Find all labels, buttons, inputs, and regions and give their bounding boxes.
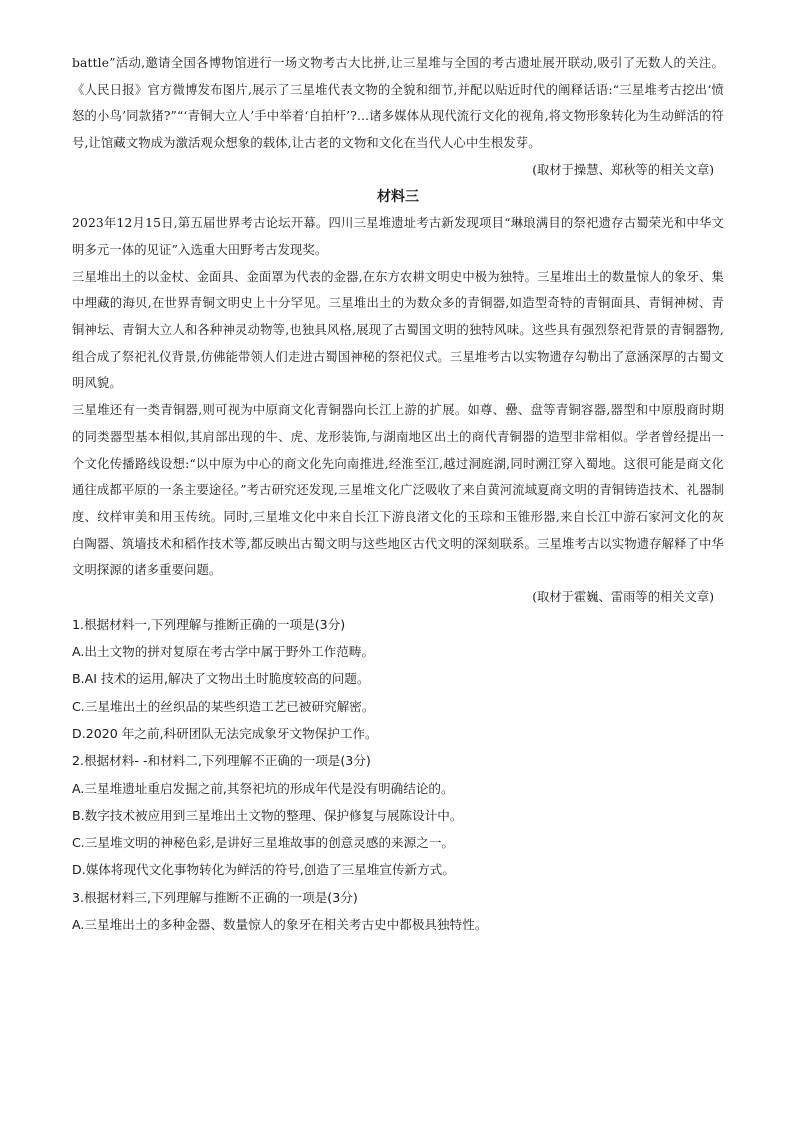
material3-paragraph-3: 三星堆还有一类青铜器,则可视为中原商文化青铜器向长江上游的扩展。如尊、罍、盘等青铜容器,器型和中原殷商时期的同类器型基本相似,其肩部出现的牛、虎、龙形装饰,与湖南地区出土的商代青铜器的造型非常相似。学者曾经提出一个文化传播路线设想:“以中原为中心的商文化先向南推进,经淮至江,越过洞庭湖,同时溯江穿入蜀地。这很可能是商文化通往成都平原的一条主要途径。”考古研究还发现,三星堆文化广泛吸收了来自黄河流域夏商文明的青铜铸造技术、礼器制度、纹样审美和用玉传统。同时,三星堆文化中来自长江下游良渚文化的玉琮和玉锥形器,来自长江中游石家河文化的灰白陶器、筑墙技术和稻作技术等,都反映出古蜀文明与这些地区古代文明的深刻联系。三星堆考古以实物遗存解释了中华文明探源的诸多重要问题。	[72, 403, 724, 578]
question-2-option-d: D.媒体将现代文化事物转化为鲜活的符号,创造了三星堆宣传新方式。	[72, 862, 455, 878]
question-1-option-d: D.2020 年之前,科研团队无法完成象牙文物保护工作。	[72, 725, 378, 741]
material3-title: 材料三	[377, 188, 419, 205]
question-2-option-b: B.数字技术被应用到三星堆出土文物的整理、保护修复与展陈设计中。	[72, 807, 463, 823]
material2-paragraph-end: battle”活动,邀请全国各博物馆进行一场文物考古大比拼,让三星堆与全国的考古遗址展开联动,吸引了无数人的关注。《人民日报》官方微博发布图片,展示了三星堆代表文物的全貌和细节,并配以贴近时代的阐释话语:“三星堆考古挖出‘愤怒的小鸟’同款猪?”“‘青铜大立人’手中举着‘自拍杆’?...诸多媒体从现代流行文化的视角,将文物形象转化为生动鲜活的符号,让馆藏文物成为激活观众想象的载体,让古老的文物和文化在当代人心中生根发芽。	[72, 56, 724, 151]
question-1-stem: 1.根据材料一,下列理解与推断正确的一项是(3分)	[72, 616, 346, 632]
question-2-stem: 2.根据材料- -和材料二,下列理解不正确的一项是(3分)	[72, 753, 371, 769]
exam-page	[72, 50, 724, 938]
material3-paragraph-1: 2023年12月15日,第五届世界考古论坛开幕。四川三星堆遗址考古新发现项目“琳琅满目的祭祀遗存古蜀荣光和中华文明多元一体的见证”入选重大田野考古发现奖。	[72, 216, 724, 257]
material3-source: (取材于霍巍、雷雨等的相关文章)	[532, 590, 714, 605]
question-1-option-c: C.三星堆出土的丝织品的某些织造工艺已被研究解密。	[72, 698, 375, 714]
question-2-option-a: A.三星堆遗址重启发掘之前,其祭祀坑的形成年代是没有明确结论的。	[72, 780, 454, 796]
material3-paragraph-2: 三星堆出土的以金杖、金面具、金面罩为代表的金器,在东方农耕文明史中极为独特。三星堆出土的数量惊人的象牙、集中埋藏的海贝,在世界青铜文明史上十分罕见。三星堆出土的为数众多的青铜器,如造型奇特的青铜面具、青铜神树、青铜神坛、青铜大立人和各种神灵动物等,也独具风格,展现了古蜀国文明的独特风味。这些具有强烈祭祀背景的青铜器物,组合成了祭祀礼仪背景,仿佛能带领人们走进古蜀国神秘的祭祀仪式。三星堆考古以实物遗存勾勒出了意涵深厚的古蜀文明风貌。	[72, 269, 724, 391]
question-1-option-a: A.出土文物的拼对复原在考古学中属于野外工作范畴。	[72, 644, 375, 660]
question-1-option-b: B.AI 技术的运用,解决了文物出土时脆度较高的问题。	[72, 671, 370, 687]
question-2-option-c: C.三星堆文明的神秘色彩,是讲好三星堆故事的创意灵感的来源之一。	[72, 835, 455, 851]
question-3-stem: 3.根据材料三,下列理解与推断不正确的一项是(3分)	[72, 889, 358, 905]
material2-source: (取材于操慧、郑秋等的相关文章)	[532, 162, 714, 177]
question-3-option-a: A.三星堆出土的多种金器、数量惊人的象牙在相关考古史中都极具独特性。	[72, 917, 488, 933]
